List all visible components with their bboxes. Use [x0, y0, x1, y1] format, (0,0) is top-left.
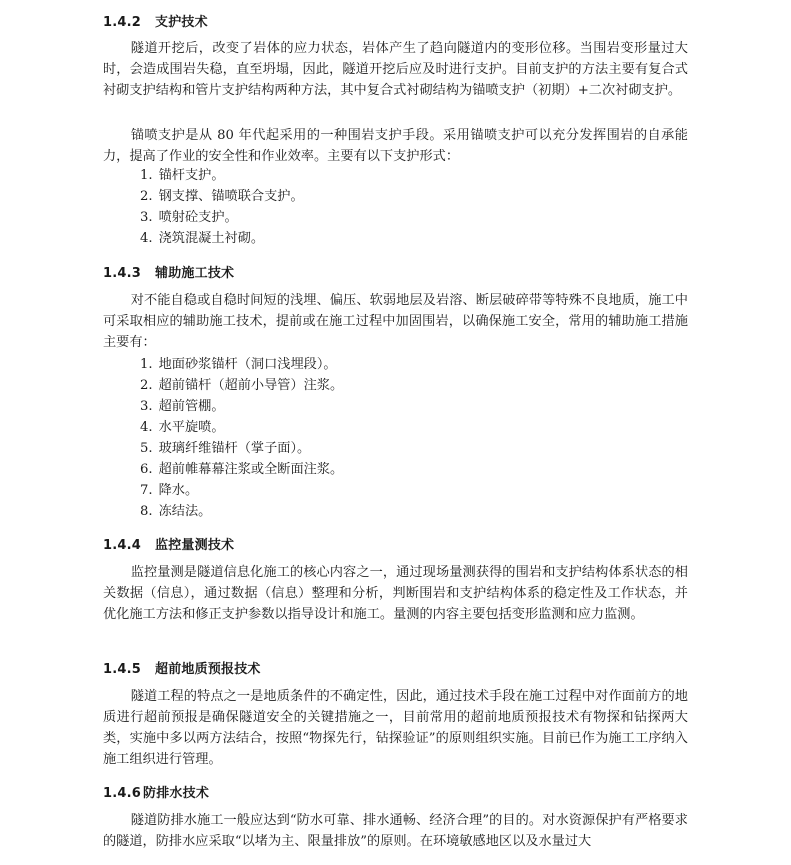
support-forms-list	[140, 165, 304, 249]
list-item: 3. 喷射砼支护。	[140, 210, 238, 225]
section-title: 监控量测技术	[155, 538, 235, 553]
paragraph: 对不能自稳或自稳时间短的浅埋、偏压、软弱地层及岩溶、断层破碎带等特殊不良地质，施工中可采取相应的辅助施工技术，提前或在施工过程中加固围岩，以确保施工安全，常用的辅助施工措施主要有：	[103, 293, 688, 350]
section-heading-1-4-6	[103, 782, 209, 801]
section-heading-1-4-3	[103, 262, 234, 281]
section-number: 1.4.2	[103, 15, 142, 30]
paragraph: 监控量测是隧道信息化施工的核心内容之一，通过现场量测获得的围岩和支护结构体系状态的相关数据（信息），通过数据（信息）整理和分析，判断围岩和支护结构体系的稳定性及工作状态，并优化施工方法和修正支护参数以指导设计和施工。量测的内容主要包括变形监测和应力监测。	[103, 565, 688, 622]
paragraph: 隧道防排水施工一般应达到“防水可靠、排水通畅、经济合理”的目的。对水资源保护有严格要求的隧道，防排水应采取“以堵为主、限量排放”的原则。在环境敏感地区以及水量过大	[103, 813, 688, 849]
section-heading-1-4-5	[103, 658, 261, 677]
list-item: 2. 钢支撑、锚喷联合支护。	[140, 189, 304, 204]
list-item: 5. 玻璃纤维锚杆（掌子面）。	[140, 441, 311, 456]
section-title: 支护技术	[155, 15, 208, 30]
list-item: 1. 地面砂浆锚杆（洞口浅埋段）。	[140, 357, 337, 372]
section-heading-1-4-2	[103, 11, 208, 30]
section-title: 辅助施工技术	[155, 266, 235, 281]
section-number: 1.4.5	[103, 662, 142, 677]
list-item: 4. 浇筑混凝土衬砌。	[140, 231, 265, 246]
auxiliary-measures-list	[140, 354, 343, 522]
list-item: 7. 降水。	[140, 483, 199, 498]
section-number: 1.4.6	[103, 786, 142, 801]
section-number: 1.4.3	[103, 266, 142, 281]
list-item: 4. 水平旋喷。	[140, 420, 225, 435]
paragraph: 隧道工程的特点之一是地质条件的不确定性，因此，通过技术手段在施工过程中对作面前方的地质进行超前预报是确保隧道安全的关键措施之一，目前常用的超前地质预报技术有物探和钻探两大类，实施中多以两方法结合，按照“物探先行，钻探验证”的原则组织实施。目前已作为施工工序纳入施工组织进行管理。	[103, 689, 688, 767]
list-item: 6. 超前帷幕幕注浆或全断面注浆。	[140, 462, 344, 477]
list-item: 2. 超前锚杆（超前小导管）注浆。	[140, 378, 344, 393]
paragraph: 隧道开挖后，改变了岩体的应力状态，岩体产生了趋向隧道内的变形位移。当围岩变形量过大时，会造成围岩失稳，直至坍塌，因此，隧道开挖后应及时进行支护。目前支护的方法主要有复合式衬砌支护结构和管片支护结构两种方法，其中复合式衬砌结构为锚喷支护（初期）+二次衬砌支护。	[103, 41, 688, 98]
paragraph: 锚喷支护是从 80 年代起采用的一种围岩支护手段。采用锚喷支护可以充分发挥围岩的自承能力，提高了作业的安全性和作业效率。主要有以下支护形式：	[103, 128, 688, 164]
section-title: 防排水技术	[143, 786, 210, 801]
section-title: 超前地质预报技术	[155, 662, 261, 677]
section-heading-1-4-4	[103, 534, 234, 553]
list-item: 8. 冻结法。	[140, 504, 212, 519]
section-number: 1.4.4	[103, 538, 142, 553]
list-item: 1. 锚杆支护。	[140, 168, 225, 183]
list-item: 3. 超前管棚。	[140, 399, 225, 414]
